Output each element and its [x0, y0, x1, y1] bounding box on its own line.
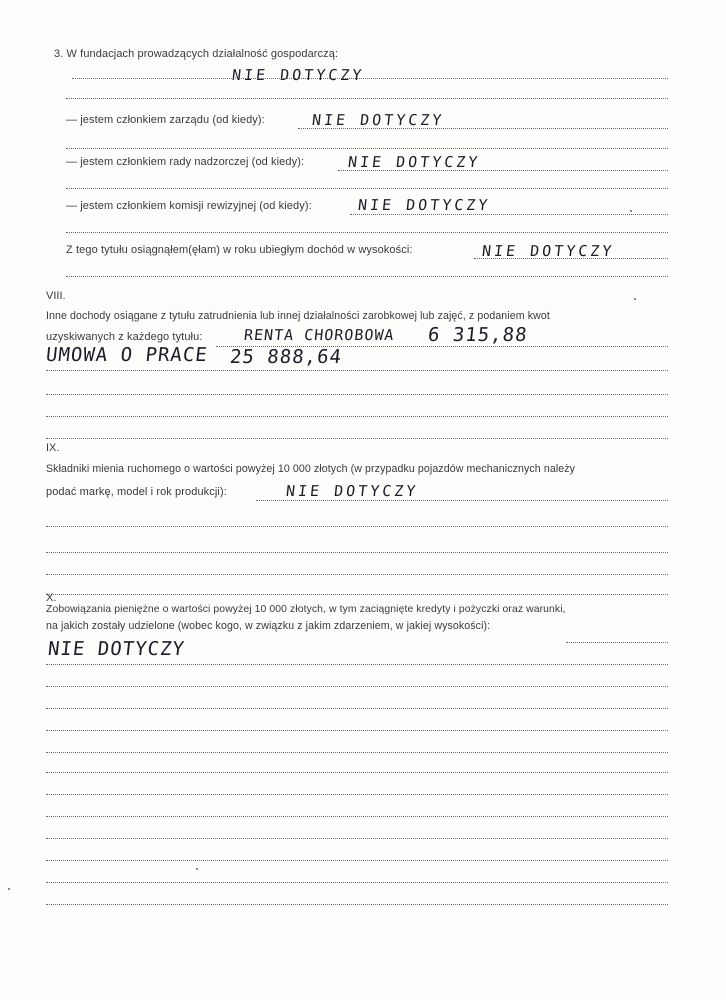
section10-line2: na jakich zostały udzielone (wobec kogo, w związku z jakim zdarzeniem, w jakiej wysokości):: [46, 620, 491, 632]
answer-line: [46, 860, 668, 861]
answer-line: [46, 772, 668, 773]
board-member-answer: NIE DOTYCZY: [311, 111, 446, 129]
board-member-label: — jestem członkiem zarządu (od kiedy):: [66, 114, 265, 126]
answer-line: [46, 708, 668, 709]
answer-line: [46, 526, 668, 527]
income-answer: NIE DOTYCZY: [481, 242, 616, 260]
supervisory-label: — jestem członkiem rady nadzorczej (od kiedy):: [66, 156, 305, 168]
answer-line: [66, 148, 668, 149]
scan-speck: [634, 298, 636, 300]
answer-line: [66, 98, 668, 99]
answer-line: [566, 642, 668, 643]
section8-line2: uzyskiwanych z każdego tytułu:: [46, 331, 203, 343]
answer-line: [474, 258, 668, 259]
answer-line: [46, 438, 668, 439]
section9-line2: podać markę, model i rok produkcji):: [46, 486, 227, 498]
section10-answer: NIE DOTYCZY: [46, 638, 186, 660]
answer-line: [46, 816, 668, 817]
scan-speck: [630, 210, 632, 212]
item3-answer: NIE DOTYCZY: [231, 66, 366, 84]
income-label: Z tego tytułu osiągnąłem(ęłam) w roku ubiegłym dochód w wysokości:: [66, 244, 413, 256]
supervisory-answer: NIE DOTYCZY: [347, 153, 482, 171]
answer-line: [350, 214, 668, 215]
answer-line: [66, 276, 668, 277]
section8-numeral: VIII.: [46, 290, 66, 302]
item3-label: 3. W fundacjach prowadzących działalność gospodarczą:: [54, 48, 339, 60]
section9-numeral: IX.: [46, 442, 60, 454]
answer-line: [46, 594, 668, 595]
audit-label: — jestem członkiem komisji rewizyjnej (od kiedy):: [66, 200, 312, 212]
answer-line: [46, 574, 668, 575]
audit-answer: NIE DOTYCZY: [357, 196, 492, 214]
section8-answer2: UMOWA O PRACE: [44, 344, 209, 366]
answer-line: [46, 904, 668, 905]
answer-line: [338, 170, 668, 171]
answer-line: [66, 188, 668, 189]
answer-line: [46, 664, 668, 665]
answer-line: [298, 128, 668, 129]
section9-answer: NIE DOTYCZY: [285, 482, 420, 500]
scan-speck: [8, 888, 10, 890]
answer-line: [46, 416, 668, 417]
answer-line: [46, 686, 668, 687]
answer-line: [46, 552, 668, 553]
section8-answer2-amount: 25 888,64: [228, 346, 344, 368]
section8-line1: Inne dochody osiągane z tytułu zatrudnienia lub innej działalności zarobkowej lub zajęć, z podaniem kwot: [46, 310, 550, 322]
section10-line1: Zobowiązania pieniężne o wartości powyżej 10 000 złotych, w tym zaciągnięte kredyty i pożyczki oraz warunki,: [46, 604, 566, 615]
answer-line: [256, 500, 668, 501]
answer-line: [66, 232, 668, 233]
answer-line: [46, 882, 668, 883]
answer-line: [46, 394, 668, 395]
answer-line: [46, 730, 668, 731]
answer-line: [46, 838, 668, 839]
answer-line: [72, 78, 668, 79]
section9-line1: Składniki mienia ruchomego o wartości powyżej 10 000 złotych (w przypadku pojazdów mechanicznych należy: [46, 463, 576, 475]
section10-numeral: X.: [46, 592, 57, 604]
section8-answer1: RENTA CHOROBOWA: [243, 326, 396, 344]
section8-answer1-amount: 6 315,88: [426, 324, 529, 346]
answer-line: [46, 794, 668, 795]
scan-speck: [196, 868, 198, 870]
answer-line: [46, 752, 668, 753]
answer-line: [46, 370, 668, 371]
